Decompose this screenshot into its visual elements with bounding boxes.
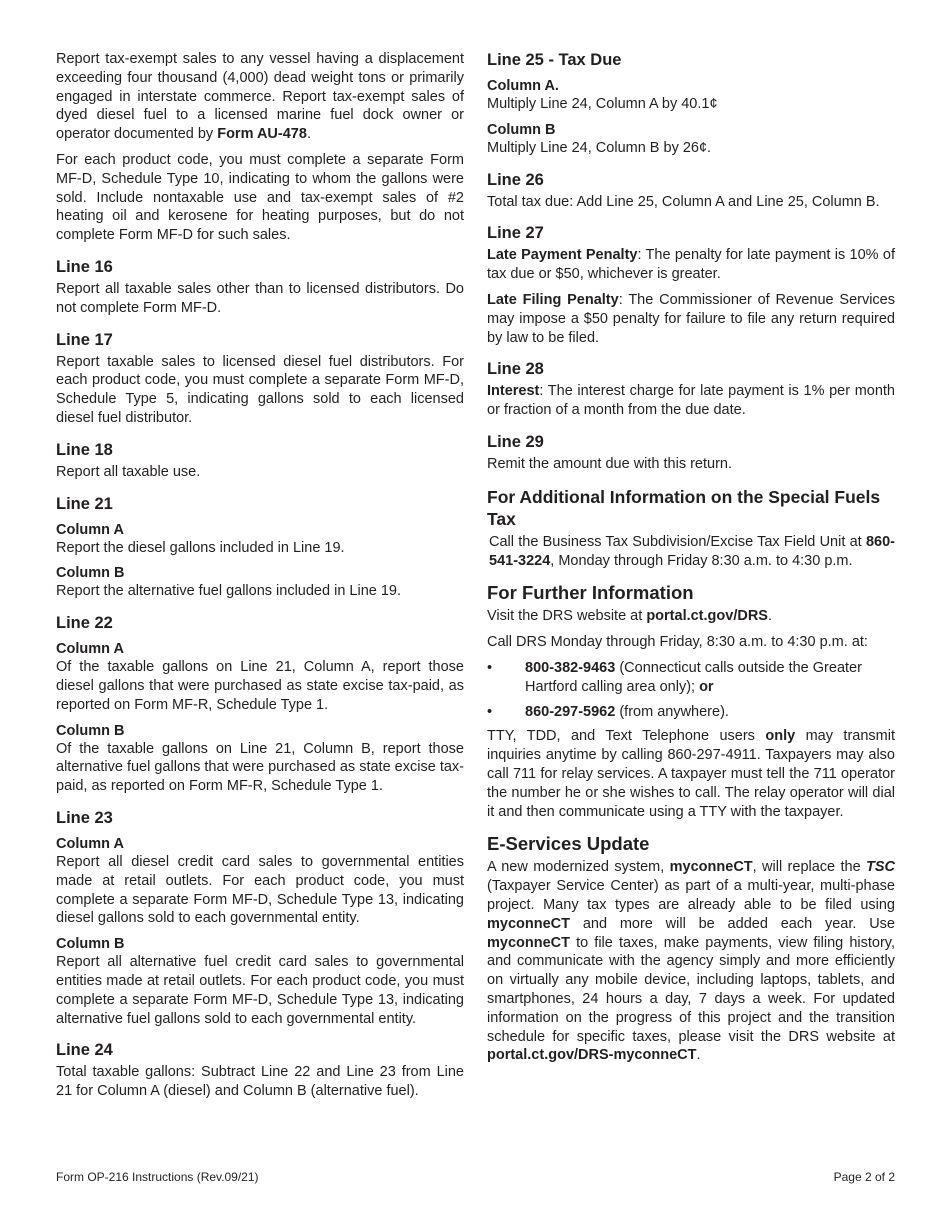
line-29-text: Remit the amount due with this return. bbox=[487, 455, 733, 472]
further-call-text: Call DRS Monday through Friday, 8:30 a.m. to 4:30 p.m. at: bbox=[487, 634, 868, 651]
line-22-column-b-heading: Column B bbox=[56, 722, 125, 739]
phone-number-2[interactable]: 860-297-5962 bbox=[525, 703, 616, 720]
footer-form-id: Form OP-216 Instructions (Rev.09/21) bbox=[56, 1170, 259, 1184]
phone-number-1[interactable]: 800-382-9463 bbox=[525, 659, 616, 676]
line-21-heading: Line 21 bbox=[56, 494, 113, 513]
line-17-text: Report taxable sales to licensed diesel fuel distributors. For each product code, you must complete a separate Form MF-D, Schedule Type 5, indicating gallons sold to each licensed diesel fuel distributor. bbox=[56, 353, 464, 426]
form-au-478-reference: Form AU-478 bbox=[217, 126, 307, 143]
line-24-heading: Line 24 bbox=[56, 1041, 113, 1060]
line-24-text: Total taxable gallons: Subtract Line 22 and Line 23 from Line 21 for Column A (diesel) and Column B (alternative fuel). bbox=[56, 1064, 464, 1100]
bullet-icon: • bbox=[487, 659, 493, 676]
bullet-icon: • bbox=[487, 703, 493, 720]
line-23-heading: Line 23 bbox=[56, 808, 113, 827]
special-fuels-text: Call the Business Tax Subdivision/Excise Tax Field Unit at 860-541-3224, Monday through Friday 8:30 a.m. to 4:30 p.m. bbox=[489, 533, 895, 569]
line-16-heading: Line 16 bbox=[56, 257, 113, 276]
late-filing-penalty: Late Filing Penalty: The Commissioner of Revenue Services may impose a $50 penalty for failure to file any return required by law to be filed. bbox=[487, 291, 896, 346]
tty-text: TTY, TDD, and Text Telephone users only may transmit inquiries anytime by calling 860-297-4911. Taxpayers may also call 711 for relay services. A taxpayer must tell the 711 operator the number he or she wishes to call. The relay operator will dial it and then communicate using a TTY with the taxpayer. bbox=[487, 728, 895, 820]
line-22-column-b-text: Of the taxable gallons on Line 21, Column B, report those alternative fuel gallons that were purchased as state excise tax-paid, as reported on Form MF-R, Schedule Type 1. bbox=[56, 740, 464, 795]
list-item: • 860-297-5962 (from anywhere). bbox=[487, 703, 729, 720]
intro-paragraph-1: Report tax-exempt sales to any vessel having a displacement exceeding four thousand (4,000) dead weight tons or primarily engaged in interstate commerce. Report tax-exempt sales of dyed diesel fuel to a licensed marine fuel dock owner or operator documented by Form AU-478. bbox=[56, 51, 464, 143]
line-25-heading: Line 25 - Tax Due bbox=[487, 51, 622, 69]
line-26-heading: Line 26 bbox=[487, 170, 544, 189]
line-18-heading: Line 18 bbox=[56, 440, 113, 459]
further-visit-text: Visit the DRS website at portal.ct.gov/DRS. bbox=[487, 608, 772, 625]
line-21-column-a-text: Report the diesel gallons included in Line 19. bbox=[56, 539, 345, 556]
myconnect-website-link[interactable]: portal.ct.gov/DRS-myconneCT bbox=[487, 1047, 697, 1064]
line-16-text: Report all taxable sales other than to licensed distributors. Do not complete Form MF-D. bbox=[56, 280, 464, 316]
line-23-column-b-heading: Column B bbox=[56, 936, 125, 953]
line-26-text: Total tax due: Add Line 25, Column A and Line 25, Column B. bbox=[487, 193, 880, 210]
left-column bbox=[56, 50, 464, 1108]
line-22-column-a-heading: Column A bbox=[56, 641, 124, 658]
line-21-column-b-heading: Column B bbox=[56, 565, 125, 582]
line-23-column-b-text: Report all alternative fuel credit card sales to governmental entities made at retail outlets. For each product code, you must complete a separate Form MF-D, Schedule Type 13, indicating alternative fuel gallons sold to each governmental entity. bbox=[56, 954, 464, 1027]
phone-list bbox=[487, 659, 895, 721]
line-18-text: Report all taxable use. bbox=[56, 463, 201, 480]
late-payment-penalty: Late Payment Penalty: The penalty for late payment is 10% of tax due or $50, whichever is greater. bbox=[487, 247, 895, 283]
line-17-heading: Line 17 bbox=[56, 330, 113, 349]
eservices-heading: E-Services Update bbox=[487, 833, 650, 855]
footer-page-number: Page 2 of 2 bbox=[833, 1170, 895, 1184]
line-22-column-a-text: Of the taxable gallons on Line 21, Column A, report those diesel gallons that were purchased as state excise tax-paid, as reported on Form MF-R, Schedule Type 1. bbox=[56, 659, 464, 713]
special-fuels-heading: For Additional Information on the Special Fuels Tax bbox=[487, 486, 881, 529]
line-28-heading: Line 28 bbox=[487, 360, 544, 379]
line-21-column-a-heading: Column A bbox=[56, 521, 124, 538]
drs-website-link[interactable]: portal.ct.gov/DRS bbox=[646, 608, 768, 625]
list-item: • 800-382-9463 (Connecticut calls outside the Greater Hartford calling area only); or bbox=[487, 659, 862, 695]
intro-paragraph-2: For each product code, you must complete a separate Form MF-D, Schedule Type 10, indicating to whom the gallons were sold. Include nontaxable use and tax-exempt sales of #2 heating oil and kerosene for heating purposes, but do not complete Form MF-D for such sales. bbox=[56, 151, 464, 244]
line-25-column-b-text: Multiply Line 24, Column B by 26¢. bbox=[487, 139, 712, 156]
line-23-column-a-heading: Column A bbox=[56, 835, 124, 852]
line-25-column-a-heading: Column A. bbox=[487, 78, 559, 94]
eservices-text: A new modernized system, myconneCT, will replace the TSC (Taxpayer Service Center) as part of a multi-year, multi-phase project. Many tax types are already able to be filed using myconneCT and more will be added each year. Use myconneCT to file taxes, make payments, view filing history, and communicate with the agency simply and more efficiently on virtually any mobile device, including laptops, tablets, and smartphones, 24 hours a day, 7 days a week. For updated information on the progress of this project and the transition schedule for specific taxes, please visit the DRS website at portal.ct.gov/DRS-myconneCT. bbox=[487, 859, 895, 1064]
line-27-heading: Line 27 bbox=[487, 224, 544, 243]
line-29-heading: Line 29 bbox=[487, 432, 544, 451]
line-25-column-b-heading: Column B bbox=[487, 121, 556, 138]
line-22-heading: Line 22 bbox=[56, 614, 113, 633]
further-information-heading: For Further Information bbox=[487, 582, 694, 604]
line-21-column-b-text: Report the alternative fuel gallons included in Line 19. bbox=[56, 583, 402, 600]
right-column bbox=[487, 50, 895, 1072]
line-23-column-a-text: Report all diesel credit card sales to governmental entities made at retail outlets. For each product code, you must complete a separate Form MF-D, Schedule Type 13, indicating diesel gallons sold to each governmental entity. bbox=[56, 853, 464, 927]
interest-text: Interest: The interest charge for late payment is 1% per month or fraction of a month from the due date. bbox=[487, 383, 895, 419]
special-fuels-phone[interactable]: 860-541-3224 bbox=[489, 533, 895, 569]
line-25-column-a-text: Multiply Line 24, Column A by 40.1¢ bbox=[487, 96, 718, 112]
